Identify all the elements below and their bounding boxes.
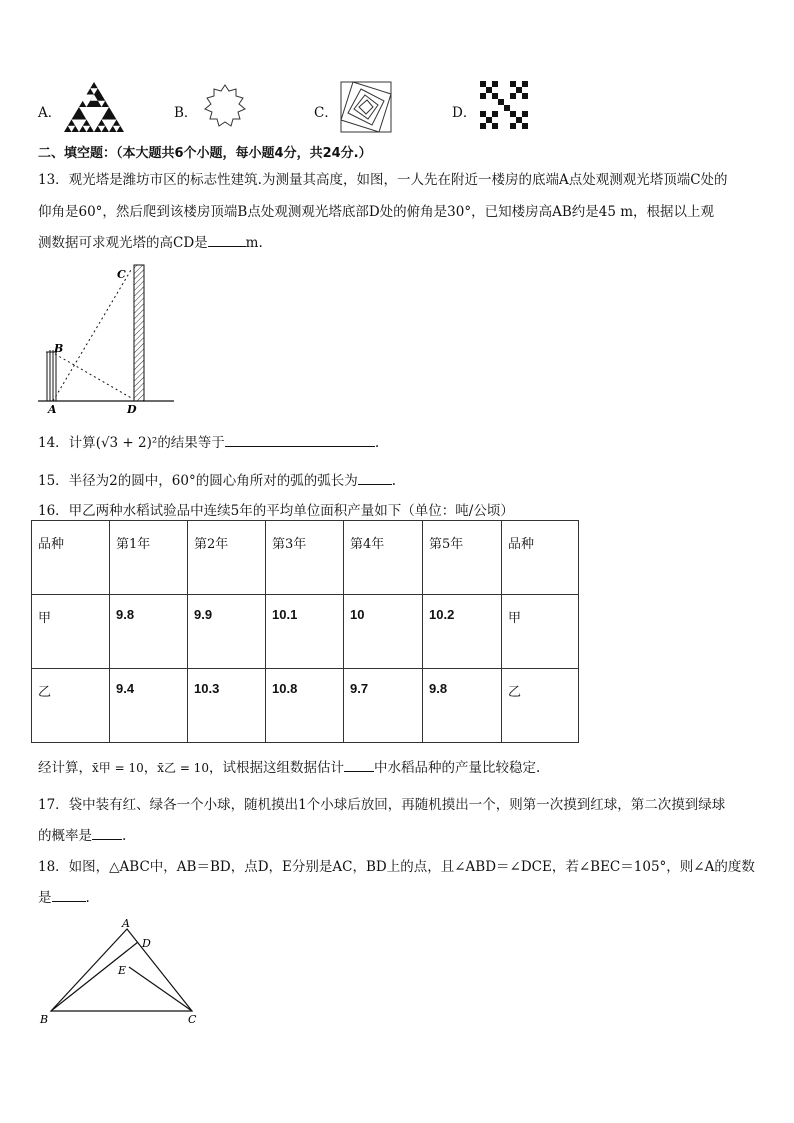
q17-line2 (38, 824, 126, 844)
q15-text: 15．半径为2的圆中，60°的圆心角所对的弧的弧长为 (38, 473, 358, 489)
q18-line1: 18．如图，△ABC中，AB＝BD，点D，E分别是AC，BD上的点，且∠ABD＝∠DCE，若∠BEC＝105°，则∠A的度数 (38, 859, 755, 875)
table-cell: 10.3 (188, 669, 266, 743)
option-d-label: D． (452, 105, 477, 121)
triangle-figure (36, 915, 206, 1030)
q14-expression: (√3 + 2)² (95, 435, 158, 451)
header-cell: 第3年 (266, 521, 344, 595)
label-a: A (122, 917, 130, 930)
header-cell: 第5年 (423, 521, 502, 595)
q14-text: 的结果等于 (157, 435, 225, 451)
table-cell: 甲 (32, 595, 110, 669)
q18-text: 是 (38, 890, 52, 906)
table-cell: 9.8 (423, 669, 502, 743)
header-cell: 品种 (502, 521, 579, 595)
table-cell: 9.8 (110, 595, 188, 669)
q16-answer-blank (344, 759, 374, 772)
q17-answer-blank (92, 827, 122, 840)
q18-answer-blank (52, 889, 86, 902)
label-d: D (127, 403, 137, 416)
q14-prefix: 14．计算 (38, 435, 96, 451)
segment-ce (129, 967, 192, 1011)
label-a: A (48, 403, 57, 416)
q13-line3 (38, 231, 263, 251)
koch-snowflake-figure (200, 82, 250, 132)
table-cell: 10.8 (266, 669, 344, 743)
q17-line1: 17．袋中装有红、绿各一个小球，随机摸出1个小球后放回，再随机摸出一个，则第一次摸到红球，第二次摸到绿球 (38, 797, 726, 813)
header-cell: 第4年 (344, 521, 423, 595)
q15-line (38, 469, 396, 489)
label-d: D (142, 937, 151, 950)
table-cell: 甲 (502, 595, 579, 669)
sightline-ac (53, 270, 131, 401)
header-cell: 品种 (32, 521, 110, 595)
q15-answer-blank (358, 472, 392, 485)
table-header-row (32, 521, 579, 595)
label-b: B (54, 342, 64, 355)
option-c-label: C． (314, 105, 338, 121)
q13-unit: m. (245, 235, 263, 251)
q13-line1: 13．观光塔是潍坊市区的标志性建筑.为测量其高度，如图，一人先在附近一楼房的底端A点处观测观光塔顶端C处的 (38, 172, 728, 188)
q16-after-mid: ，试根据这组数据估计 (208, 760, 344, 776)
table-cell: 9.4 (110, 669, 188, 743)
q13-line2: 仰角是60°，然后爬到该楼房顶端B点处观测观光塔底部D处的俯角是30°，已知楼房高AB约是45 m，根据以上观 (38, 204, 715, 220)
mean-yi: x̄乙 = 10 (157, 761, 209, 775)
header-cell: 第2年 (188, 521, 266, 595)
table-cell: 10.2 (423, 595, 502, 669)
table-cell: 乙 (502, 669, 579, 743)
section-title: 二、填空题：（本大题共6个小题，每小题4分，共24分.） (38, 146, 372, 161)
label-b: B (40, 1013, 49, 1026)
mean-jia: x̄甲 = 10 (92, 761, 144, 775)
table-cell: 9.9 (188, 595, 266, 669)
option-b-label: B． (174, 105, 198, 121)
q16-intro: 16．甲乙两种水稻试验品中连续5年的平均单位面积产量如下（单位：吨/公顷） (38, 503, 514, 519)
table-row (32, 595, 579, 669)
header-cell: 第1年 (110, 521, 188, 595)
q16-after-line (38, 756, 540, 776)
q14-line (38, 431, 379, 451)
table-cell: 10 (344, 595, 423, 669)
label-c: C (188, 1013, 197, 1026)
tower-figure (38, 262, 178, 418)
q13-answer-blank (208, 234, 246, 247)
q15-end: . (391, 473, 396, 489)
sierpinski-triangle-figure (62, 80, 126, 134)
q17-end: . (122, 828, 127, 844)
q14-end: . (374, 435, 380, 451)
q14-answer-blank (225, 434, 375, 447)
sightline-bd (55, 354, 133, 399)
q18-line2 (38, 886, 90, 906)
option-a-label: A． (38, 105, 62, 121)
label-c: C (117, 268, 126, 281)
q13-line3-text: 测数据可求观光塔的高CD是 (38, 235, 208, 251)
q16-after-post: 中水稻品种的产量比较稳定. (373, 760, 541, 776)
label-e: E (118, 964, 127, 977)
mean-separator: ， (143, 760, 158, 776)
table-cell: 9.7 (344, 669, 423, 743)
q17-text: 的概率是 (38, 828, 92, 844)
yield-table (31, 520, 579, 743)
q16-after-prefix: 经计算， (38, 760, 92, 776)
table-row (32, 669, 579, 743)
q18-end: . (85, 890, 90, 906)
checker-x-pattern-figure (479, 80, 529, 130)
nested-squares-figure (339, 80, 393, 134)
table-cell: 乙 (32, 669, 110, 743)
table-cell: 10.1 (266, 595, 344, 669)
tower-shape (134, 265, 144, 401)
